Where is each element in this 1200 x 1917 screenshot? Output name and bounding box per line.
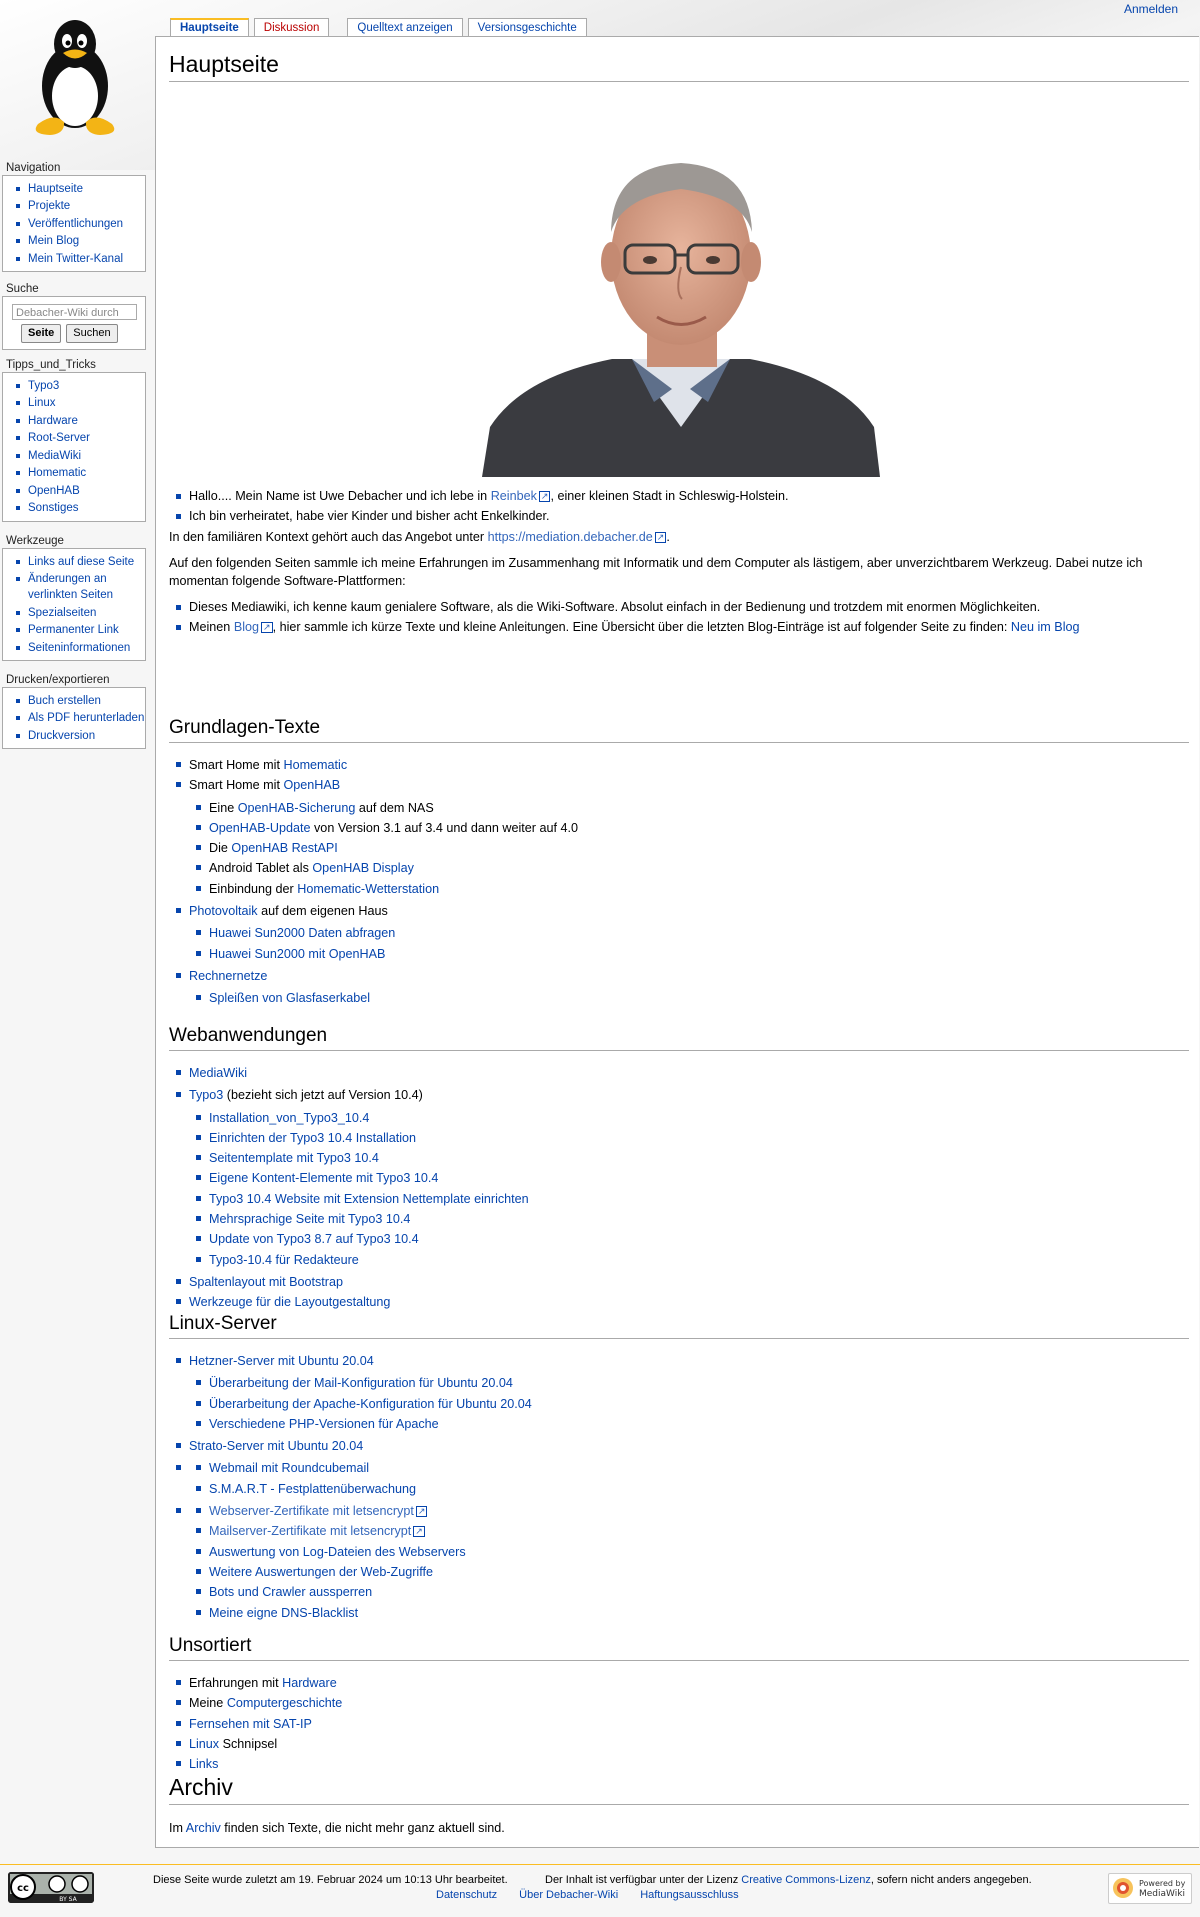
link-label: Typo3 10.4 Website mit Extension Nettemplate einrichten <box>209 1191 529 1206</box>
list-item[interactable] <box>189 1351 1189 1434</box>
hardware-link[interactable]: Hardware <box>282 1676 337 1690</box>
section-unsorted <box>169 1633 1189 1774</box>
sidebar-item-label: Mein Twitter-Kanal <box>28 252 124 265</box>
link-label: Überarbeitung der Apache-Konfiguration für Ubuntu 20.04 <box>209 1396 532 1411</box>
list-item <box>189 1673 1189 1693</box>
list-item[interactable] <box>209 1603 1189 1623</box>
sidebar-item-label: Mein Blog <box>28 235 80 247</box>
list-item[interactable] <box>209 988 1189 1008</box>
section-archive <box>169 1772 1189 1837</box>
list-item[interactable] <box>209 1542 1189 1562</box>
list-item[interactable] <box>209 1373 1189 1393</box>
cc-license-icon[interactable] <box>8 1872 94 1903</box>
list-item <box>209 838 1189 858</box>
openhab-display-link[interactable]: OpenHAB Display <box>312 861 414 876</box>
list-item[interactable] <box>209 1414 1189 1434</box>
text: Erfahrungen mit <box>189 1676 283 1690</box>
portlet-heading: Suche <box>6 283 39 295</box>
sidebar-search <box>0 282 148 350</box>
license-link[interactable]: Creative Commons-Lizenz <box>741 1874 871 1886</box>
link-label: Fernsehen mit SAT-IP <box>189 1716 312 1731</box>
footer-links <box>436 1889 739 1901</box>
about-link[interactable]: Über Debacher-Wiki <box>519 1889 619 1901</box>
link-label: Eigene Kontent-Elemente mit Typo3 10.4 <box>209 1171 439 1186</box>
tab-history[interactable] <box>468 18 587 38</box>
text: , hier sammle ich kürze Texte und kleine Anleitungen. Eine Übersicht über die letzten Blog-Einträge ist auf folgender Seite zu finden: <box>272 620 1011 634</box>
list-item <box>189 901 1189 964</box>
link-label: Spleißen von Glasfaserkabel <box>209 991 371 1006</box>
text: Der Inhalt ist verfügbar unter der Lizenz <box>545 1874 742 1886</box>
portlet-body <box>2 175 146 272</box>
text: Die <box>209 841 232 856</box>
search-input[interactable]: Debacher-Wiki durch <box>12 304 137 320</box>
license-text <box>545 1874 1032 1886</box>
sidebar-item-label: Hardware <box>28 414 78 427</box>
reinbek-link[interactable]: Reinbek ↗ <box>491 489 551 503</box>
login-link[interactable]: Anmelden <box>1123 2 1178 16</box>
powered-by-label: Powered by <box>1139 1879 1186 1888</box>
content-area <box>155 36 1199 1848</box>
list-item[interactable] <box>209 1458 1189 1478</box>
sidebar-item-label: Buch erstellen <box>28 694 101 707</box>
text: (bezieht sich jetzt auf Version 10.4) <box>223 1088 423 1103</box>
link-label: Spaltenlayout mit Bootstrap <box>189 1274 344 1289</box>
list-item[interactable] <box>209 1562 1189 1582</box>
link-label: S.M.A.R.T - Festplattenüberwachung <box>209 1481 416 1496</box>
sidebar-item-twitter[interactable] <box>28 251 145 267</box>
text: Smart Home mit <box>189 758 284 772</box>
tab-label: Hauptseite <box>180 22 239 34</box>
linux-link[interactable]: Linux <box>189 1736 220 1751</box>
photovoltaik-link[interactable]: Photovoltaik <box>189 904 258 919</box>
section-linux-server <box>169 1311 1189 1623</box>
sidebar-item-label: Permanenter Link <box>28 624 119 636</box>
sidebar-item-misc[interactable] <box>28 500 145 516</box>
list-item <box>189 1501 1189 1623</box>
tab-label: Quelltext anzeigen <box>357 22 453 34</box>
typo3-link[interactable]: Typo3 <box>189 1088 224 1103</box>
list-item[interactable] <box>209 1168 1189 1188</box>
section-web-apps <box>169 1023 1189 1313</box>
blog-link[interactable]: Blog ↗ <box>234 620 273 634</box>
weather-station-link[interactable]: Homematic-Wetterstation <box>297 881 440 896</box>
sidebar-item-projects[interactable] <box>28 198 145 214</box>
search-button[interactable]: Suchen <box>66 324 117 343</box>
list-item[interactable] <box>209 1229 1189 1249</box>
link-label: Installation_von_Typo3_10.4 <box>209 1110 370 1125</box>
list-item[interactable] <box>209 1108 1189 1128</box>
text: auf dem NAS <box>355 800 434 815</box>
list-item[interactable] <box>209 1501 1189 1521</box>
list-item <box>209 818 1189 838</box>
mediawiki-label: MediaWiki <box>1139 1889 1185 1899</box>
text: , sofern nicht anders angegeben. <box>870 1874 1032 1886</box>
tab-discussion[interactable] <box>254 18 330 38</box>
link-label: Werkzeuge für die Layoutgestaltung <box>189 1295 391 1310</box>
tab-view-source[interactable] <box>347 18 462 38</box>
section-heading: Grundlagen-Texte <box>169 715 1189 743</box>
list-item[interactable] <box>209 1148 1189 1168</box>
list-item[interactable] <box>209 1189 1189 1209</box>
list-item[interactable] <box>189 1436 1189 1456</box>
sidebar-item-label: Homematic <box>28 467 87 479</box>
footer <box>0 1864 1200 1917</box>
sidebar-item-label: Typo3 <box>28 379 60 392</box>
page-body <box>169 49 1189 1835</box>
list-item <box>189 1085 1189 1270</box>
sidebar-item-create-book[interactable] <box>28 693 145 709</box>
list-item[interactable] <box>189 1063 1189 1083</box>
portlet-heading: Drucken/exportieren <box>6 674 110 686</box>
new-in-blog-link[interactable]: Neu im Blog <box>1010 620 1080 634</box>
link-label: Seitentemplate mit Typo3 10.4 <box>209 1151 379 1166</box>
archive-link[interactable]: Archiv <box>185 1821 221 1835</box>
sidebar-item-label: Root-Server <box>28 432 90 444</box>
text: Meinen <box>189 620 234 634</box>
text: , einer kleinen Stadt in Schleswig-Holstein. <box>550 489 789 503</box>
link-label: Rechnernetze <box>189 968 268 983</box>
link-label: Webmail mit Roundcubemail <box>209 1461 370 1476</box>
link-label: Überarbeitung der Mail-Konfiguration für Ubuntu 20.04 <box>209 1376 513 1391</box>
section-heading: Archiv <box>169 1772 1189 1805</box>
sidebar-item-permalink[interactable] <box>28 622 145 638</box>
text: Meine <box>189 1696 227 1711</box>
page-tabs <box>170 18 605 38</box>
sidebar-item-label: Linux <box>28 397 56 409</box>
link-label: Webserver-Zertifikate mit letsencrypt ↗ <box>209 1504 427 1518</box>
mediation-link[interactable]: https://mediation.debacher.de ↗ <box>488 530 667 544</box>
link-label: Huawei Sun2000 Daten abfragen <box>209 926 396 941</box>
sidebar-tools <box>0 534 148 661</box>
sidebar-item-label: MediaWiki <box>28 449 82 462</box>
portlet-heading: Tipps_und_Tricks <box>6 359 96 371</box>
sidebar-item-blog[interactable] <box>28 233 145 249</box>
intro-section <box>169 487 1189 636</box>
link-label: Links <box>189 1757 219 1772</box>
sidebar-item-label: Als PDF herunterladen <box>28 712 145 724</box>
text: Einbindung der <box>209 881 298 896</box>
list-item[interactable] <box>189 966 1189 1009</box>
sidebar-item-openhab[interactable] <box>28 483 145 499</box>
list-item[interactable] <box>189 1272 1189 1292</box>
sidebar-item-label: OpenHAB <box>28 484 80 497</box>
text: Schnipsel <box>219 1736 278 1751</box>
sidebar-item-label: Spezialseiten <box>28 606 97 619</box>
list-item[interactable] <box>209 1521 1189 1541</box>
text: Android Tablet als <box>209 861 313 876</box>
sidebar-item-typo3[interactable] <box>28 378 145 394</box>
footer-divider <box>0 1864 1200 1865</box>
list-item <box>209 798 1189 818</box>
portrait-image <box>482 127 880 477</box>
sidebar-item-root-server[interactable] <box>28 430 145 446</box>
text: Smart Home mit <box>189 778 284 793</box>
list-item: Ich bin verheiratet, habe vier Kinder und bisher acht Enkelkinder. <box>189 507 1189 525</box>
sidebar-item-label: Sonstiges <box>28 502 79 514</box>
list-item <box>189 1458 1189 1499</box>
list-item: Dieses Mediawiki, ich kenne kaum genialere Software, als die Wiki-Software. Absolut einfach in der Bedienung und trotzdem mit enormen Möglichkeiten. <box>189 598 1189 616</box>
sidebar-item-printable[interactable] <box>28 728 145 744</box>
list-item[interactable] <box>209 1582 1189 1602</box>
sidebar-item-label: Links auf diese Seite <box>28 555 135 568</box>
link-label: Meine eigne DNS-Blacklist <box>209 1605 359 1620</box>
text: Hallo.... Mein Name ist Uwe Debacher und ich lebe in <box>189 489 491 503</box>
text: auf dem eigenen Haus <box>257 904 388 919</box>
text: . <box>666 530 670 544</box>
section-basics <box>169 715 1189 1009</box>
list-item <box>189 775 1189 899</box>
sidebar-item-related-changes[interactable] <box>28 571 145 603</box>
sidebar-item-label: Veröffentlichungen <box>28 217 124 230</box>
sidebar-item-publications[interactable] <box>28 216 145 232</box>
list-item[interactable] <box>209 944 1189 964</box>
go-button[interactable]: Seite <box>21 324 61 343</box>
homematic-link[interactable]: Homematic <box>283 758 348 772</box>
sidebar-item-what-links-here[interactable] <box>28 554 145 570</box>
link-label: Typo3-10.4 für Redakteure <box>209 1252 359 1267</box>
link-label: Weitere Auswertungen der Web-Zugriffe <box>209 1564 434 1579</box>
section-heading: Unsortiert <box>169 1633 1189 1661</box>
powered-by-mediawiki-icon[interactable] <box>1108 1873 1192 1904</box>
openhab-update-link[interactable]: OpenHAB-Update <box>209 820 311 835</box>
privacy-link[interactable]: Datenschutz <box>436 1889 498 1901</box>
sidebar-item-download-pdf[interactable] <box>28 710 145 726</box>
list-item[interactable] <box>209 1394 1189 1414</box>
sidebar-item-page-info[interactable] <box>28 640 145 656</box>
openhab-backup-link[interactable]: OpenHAB-Sicherung <box>237 800 356 815</box>
site-logo[interactable] <box>20 16 130 136</box>
link-label: Bots und Crawler aussperren <box>209 1585 373 1600</box>
svg-text:cc: cc <box>17 1883 29 1894</box>
paragraph <box>169 528 1189 546</box>
tab-main-page[interactable] <box>170 18 249 38</box>
portlet-heading: Navigation <box>6 162 61 174</box>
sidebar-item-homematic[interactable] <box>28 465 145 481</box>
list-item <box>189 487 1189 505</box>
list-item[interactable] <box>189 1292 1189 1312</box>
cc-label: BY SA <box>59 1896 77 1903</box>
sidebar-print-export <box>0 673 148 749</box>
list-item[interactable] <box>209 923 1189 943</box>
list-item <box>189 618 1189 636</box>
list-item[interactable] <box>209 1128 1189 1148</box>
sidebar-item-label: Änderungen an verlinkten Seiten <box>28 573 114 601</box>
text: In den familiären Kontext gehört auch das Angebot unter <box>169 530 488 544</box>
sidebar-navigation <box>0 161 148 272</box>
openhab-link[interactable]: OpenHAB <box>283 778 341 793</box>
link-label: Mehrsprachige Seite mit Typo3 10.4 <box>209 1212 411 1227</box>
list-item <box>209 858 1189 878</box>
portlet-body <box>2 687 146 749</box>
link-label: Mailserver-Zertifikate mit letsencrypt ↗ <box>209 1524 425 1538</box>
list-item <box>189 1734 1189 1754</box>
link-label: Verschiedene PHP-Versionen für Apache <box>209 1416 439 1431</box>
sidebar-item-label: Hauptseite <box>28 182 83 195</box>
personal-tools <box>1124 2 1178 16</box>
computer-history-link[interactable]: Computergeschichte <box>226 1696 343 1711</box>
portlet-body <box>2 372 146 522</box>
sidebar-item-label: Seiteninformationen <box>28 641 131 654</box>
portlet-body <box>2 296 146 350</box>
link-label: Huawei Sun2000 mit OpenHAB <box>209 946 386 961</box>
link-label: Einrichten der Typo3 10.4 Installation <box>209 1130 416 1145</box>
list-item[interactable] <box>209 1479 1189 1499</box>
section-heading: Linux-Server <box>169 1311 1189 1339</box>
link-label: Auswertung von Log-Dateien des Webservers <box>209 1544 466 1559</box>
sidebar-item-label: Druckversion <box>28 729 96 742</box>
list-item <box>189 755 1189 775</box>
sidebar-tips <box>0 358 148 522</box>
text: Im <box>169 1821 186 1835</box>
text: von Version 3.1 auf 3.4 und dann weiter auf 4.0 <box>310 820 578 835</box>
portlet-heading: Werkzeuge <box>6 535 64 547</box>
paragraph <box>169 1819 1189 1837</box>
portlet-body <box>2 548 146 661</box>
page-title: Hauptseite <box>169 49 1189 82</box>
section-heading: Webanwendungen <box>169 1023 1189 1051</box>
paragraph: Auf den folgenden Seiten sammle ich meine Erfahrungen im Zusammenhang mit Informatik und dem Computer als lästigem, aber unverzichtbarem Werkzeug. Dabei nutze ich momentan folgende Software-Plattformen: <box>169 556 1143 588</box>
link-label: Update von Typo3 8.7 auf Typo3 10.4 <box>209 1232 419 1247</box>
sidebar-item-label: Projekte <box>28 200 71 212</box>
list-item[interactable] <box>209 1209 1189 1229</box>
tab-label: Versionsgeschichte <box>477 22 577 34</box>
link-label: MediaWiki <box>189 1066 248 1080</box>
text: finden sich Texte, die nicht mehr ganz aktuell sind. <box>220 1821 505 1835</box>
sidebar-item-hardware[interactable] <box>28 413 145 429</box>
list-item <box>209 879 1189 899</box>
sidebar-item-special-pages[interactable] <box>28 605 145 621</box>
text: Eine <box>209 800 238 815</box>
link-label: Strato-Server mit Ubuntu 20.04 <box>189 1439 364 1454</box>
sidebar-item-linux[interactable] <box>28 395 145 411</box>
last-modified: Diese Seite wurde zuletzt am 19. Februar 2024 um 10:13 Uhr bearbeitet. <box>153 1874 508 1886</box>
tab-label: Diskussion <box>263 22 320 34</box>
disclaimer-link[interactable]: Haftungsausschluss <box>640 1889 739 1901</box>
link-label: Hetzner-Server mit Ubuntu 20.04 <box>189 1354 374 1368</box>
sidebar-item-main-page[interactable] <box>28 181 145 197</box>
sidebar-item-mediawiki[interactable] <box>28 448 145 464</box>
list-item <box>189 1693 1189 1713</box>
list-item[interactable] <box>209 1250 1189 1270</box>
openhab-restapi-link[interactable]: OpenHAB RestAPI <box>231 841 338 856</box>
list-item[interactable] <box>189 1714 1189 1734</box>
